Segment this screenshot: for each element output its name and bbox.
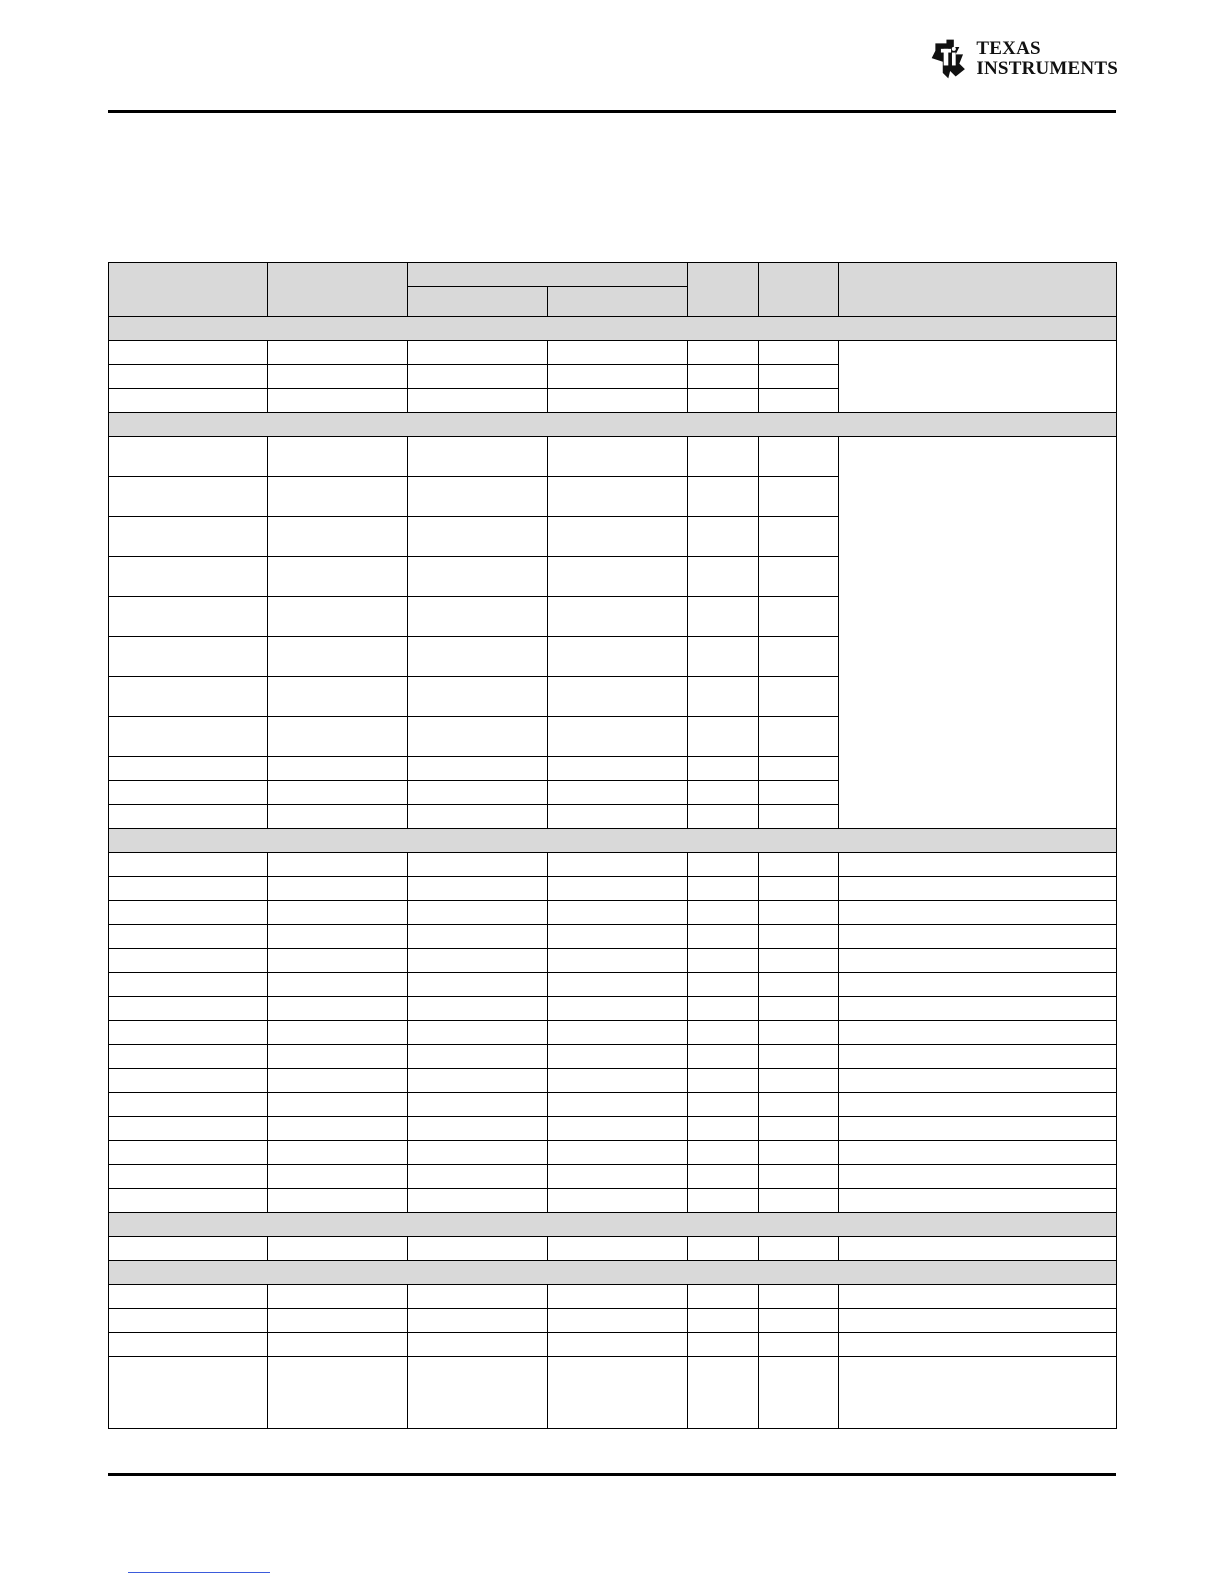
header-cell — [109, 263, 268, 317]
table-row — [109, 901, 1117, 925]
table-row — [109, 925, 1117, 949]
ti-wordmark — [976, 39, 1118, 79]
ti-state-icon — [928, 36, 970, 82]
table-row — [109, 853, 1117, 877]
section-row — [109, 1213, 1117, 1237]
header-cell — [759, 263, 839, 317]
table-row — [109, 1069, 1117, 1093]
header-subcell — [408, 287, 548, 317]
header-cell — [688, 263, 759, 317]
section-row — [109, 829, 1117, 853]
footer-rule — [108, 1473, 1116, 1476]
table-row — [109, 973, 1117, 997]
table-row — [109, 1309, 1117, 1333]
table-row — [109, 1189, 1117, 1213]
header-rule — [108, 110, 1116, 113]
logo-line-2: INSTRUMENTS — [976, 58, 1118, 79]
section-row — [109, 1261, 1117, 1285]
spec-table — [108, 262, 1117, 1429]
table-row — [109, 1021, 1117, 1045]
table-row — [109, 1237, 1117, 1261]
table-row — [109, 877, 1117, 901]
table-row — [109, 1285, 1117, 1309]
table-row — [109, 1333, 1117, 1357]
header-subcell — [548, 287, 688, 317]
table-row — [109, 1141, 1117, 1165]
table-row — [109, 949, 1117, 973]
table-row — [109, 341, 1117, 365]
table-row — [109, 1117, 1117, 1141]
table-row — [109, 997, 1117, 1021]
header-cell — [839, 263, 1117, 317]
table-row — [109, 1165, 1117, 1189]
section-row — [109, 317, 1117, 341]
footer-link-underline[interactable] — [128, 1572, 270, 1573]
table-row — [109, 437, 1117, 477]
table-row — [109, 1357, 1117, 1429]
header-cell — [268, 263, 408, 317]
header-group-cell — [408, 263, 688, 287]
table-header-row — [109, 263, 1117, 287]
table-row — [109, 1093, 1117, 1117]
table-row — [109, 1045, 1117, 1069]
logo-line-1: TEXAS — [976, 38, 1041, 59]
ti-logo — [928, 34, 1118, 84]
section-row — [109, 413, 1117, 437]
